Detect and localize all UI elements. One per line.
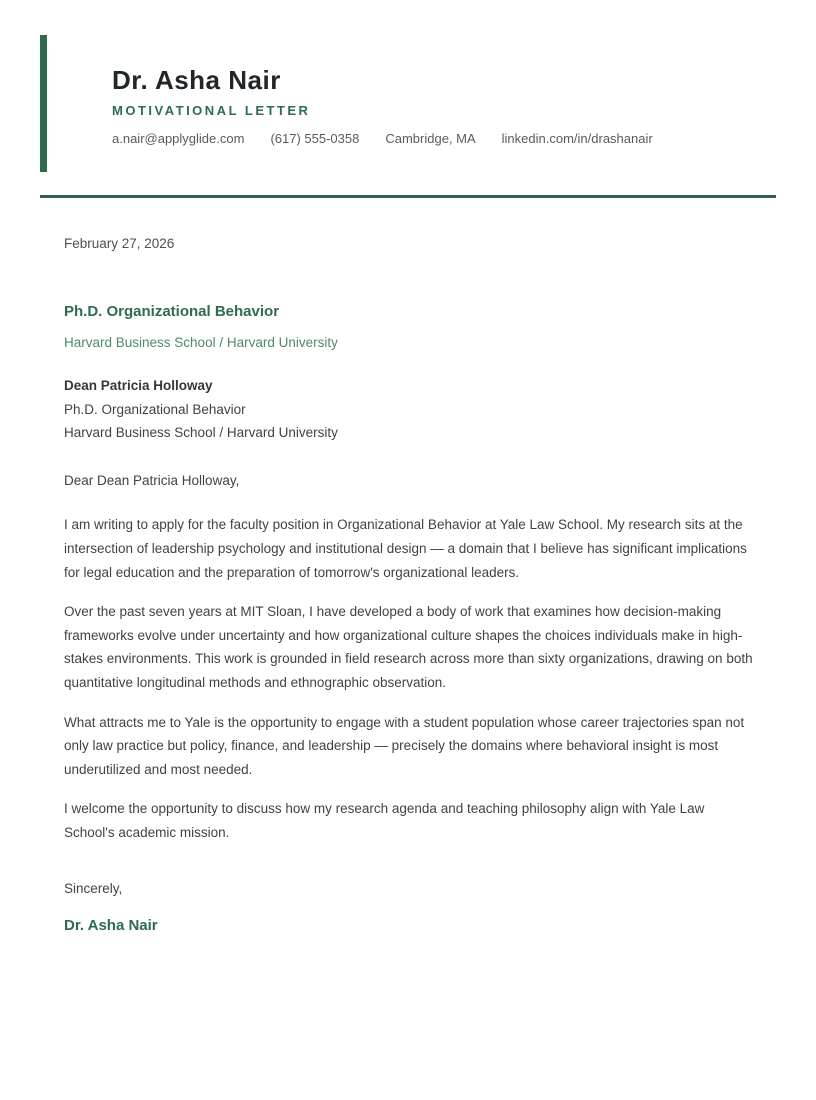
position-title: Ph.D. Organizational Behavior bbox=[64, 302, 280, 320]
body-paragraph: I am writing to apply for the faculty position in Organizational Behavior at Yale Law School. My research sits at the intersection of leadership psychology and institutional design — a domain that I believe has significant implications for legal education and the preparation of tomorrow's organizational leaders. bbox=[64, 517, 747, 580]
contact-linkedin: linkedin.com/in/drashanair bbox=[501, 131, 653, 147]
recipient-organization: Harvard Business School / Harvard University bbox=[64, 425, 338, 441]
signature-name: Dr. Asha Nair bbox=[64, 917, 158, 935]
letter-body bbox=[64, 513, 756, 844]
letter-content bbox=[40, 232, 776, 937]
sender-name: Dr. Asha Nair bbox=[112, 65, 281, 95]
recipient-role: Ph.D. Organizational Behavior bbox=[64, 401, 246, 417]
recipient-name: Dean Patricia Holloway bbox=[64, 377, 213, 393]
contact-email: a.nair@applyglide.com bbox=[112, 131, 245, 147]
header-divider bbox=[40, 195, 776, 198]
letter-date: February 27, 2026 bbox=[64, 236, 175, 252]
body-paragraph: What attracts me to Yale is the opportunity to engage with a student population whose career trajectories span not only law practice but policy, finance, and leadership — precisely the domains where behavioral insight is most underutilized and most needed. bbox=[64, 714, 745, 777]
position-institution: Harvard Business School / Harvard University bbox=[64, 335, 338, 351]
body-paragraph: I welcome the opportunity to discuss how my research agenda and teaching philosophy align with Yale Law School's academic mission. bbox=[64, 801, 705, 840]
letter-header bbox=[40, 35, 776, 172]
salutation: Dear Dean Patricia Holloway, bbox=[64, 472, 240, 488]
document-type-label: MOTIVATIONAL LETTER bbox=[112, 103, 311, 119]
contact-phone: (617) 555-0358 bbox=[270, 131, 360, 147]
body-paragraph: Over the past seven years at MIT Sloan, I have developed a body of work that examines how decision-making frameworks evolve under uncertainty and how organizational culture shapes the choices individuals make in high-stakes environments. This work is grounded in field research across more than sixty organizations, drawing on both quantitative longitudinal methods and ethnographic observation. bbox=[64, 604, 753, 690]
contact-location: Cambridge, MA bbox=[385, 131, 476, 147]
contact-row bbox=[112, 131, 776, 146]
closing: Sincerely, bbox=[64, 881, 123, 897]
recipient-block bbox=[64, 374, 756, 445]
